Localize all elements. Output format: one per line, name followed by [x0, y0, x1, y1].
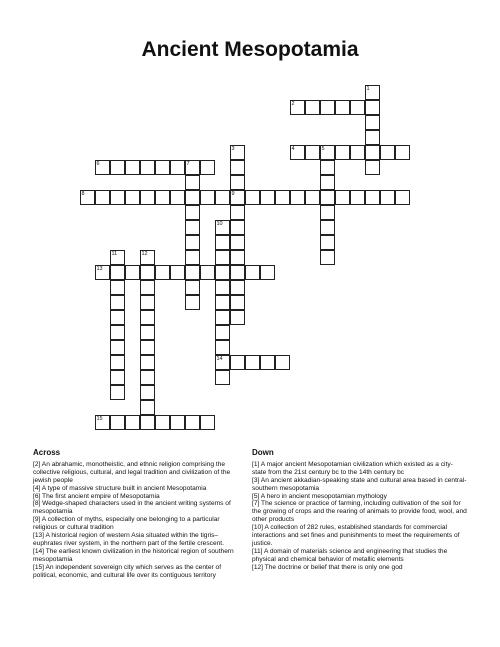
- grid-cell[interactable]: [185, 235, 200, 250]
- grid-cell[interactable]: [140, 160, 155, 175]
- clue-across-15: [15] An independent sovereign city which serves as the center of political, economic, and cultural life over its contiguous territory: [33, 563, 222, 579]
- grid-cell[interactable]: [365, 100, 380, 115]
- grid-cell[interactable]: [260, 265, 275, 280]
- grid-cell[interactable]: [125, 160, 140, 175]
- grid-cell[interactable]: [320, 235, 335, 250]
- grid-cell[interactable]: [140, 325, 155, 340]
- grid-cell[interactable]: [275, 190, 290, 205]
- clue-down-10: [10] A collection of 282 rules, established standards for commercial interactions and set fines and punishments to meet the requirements of justice.: [252, 524, 460, 547]
- clue-number-8: 8: [81, 190, 85, 197]
- grid-cell[interactable]: [185, 415, 200, 430]
- clue-down-3: [3] An ancient akkadian-speaking state and cultural area based in central-southern mesopotamia: [252, 476, 467, 492]
- grid-cell[interactable]: [365, 160, 380, 175]
- grid-cell[interactable]: [110, 310, 125, 325]
- clue-across-2: [2] An abrahamic, monotheistic, and ethnic religion comprising the collective religious, cultural, and legal tradition and civilization of the jewish people: [33, 460, 231, 484]
- grid-cell[interactable]: [380, 190, 395, 205]
- grid-cell[interactable]: [125, 415, 140, 430]
- grid-cell[interactable]: [185, 205, 200, 220]
- clue-across-13: [13] A historical region of western Asia situated within the tigris–euphrates river system, in the northern part of the fertile crescent.: [33, 532, 224, 547]
- grid-cell[interactable]: [365, 130, 380, 145]
- down-clues: [252, 449, 467, 572]
- grid-cell[interactable]: [140, 400, 155, 415]
- clue-number-3: 3: [231, 145, 235, 152]
- grid-cell[interactable]: [110, 265, 125, 280]
- grid-cell[interactable]: [230, 250, 245, 265]
- clue-number-1: 1: [366, 85, 370, 92]
- clue-across-9: [9] A collection of myths, especially one belonging to a particular religious or cultural tradition: [33, 516, 220, 532]
- grid-cell[interactable]: [140, 310, 155, 325]
- grid-cell[interactable]: [170, 190, 185, 205]
- grid-cell[interactable]: [200, 190, 215, 205]
- grid-cell[interactable]: [110, 340, 125, 355]
- grid-cell[interactable]: [185, 295, 200, 310]
- grid-cell[interactable]: [185, 280, 200, 295]
- grid-cell[interactable]: [350, 190, 365, 205]
- clue-number-9: 9: [231, 190, 235, 197]
- grid-cell[interactable]: [110, 355, 125, 370]
- grid-cell[interactable]: [185, 250, 200, 265]
- grid-cell[interactable]: [260, 190, 275, 205]
- clue-number-10: 10: [216, 220, 223, 227]
- clue-down-11: [11] A domain of materials science and engineering that studies the physical and chemical behavior of metallic elements: [252, 547, 448, 563]
- grid-cell[interactable]: [110, 370, 125, 385]
- grid-cell[interactable]: [110, 415, 125, 430]
- grid-cell[interactable]: [230, 175, 245, 190]
- grid-cell[interactable]: [110, 295, 125, 310]
- clue-across-6: [6] The first ancient empire of Mesopotamia: [33, 492, 160, 500]
- grid-cell[interactable]: [185, 265, 200, 280]
- clue-number-13: 13: [96, 265, 103, 272]
- grid-cell[interactable]: [320, 250, 335, 265]
- clue-number-5: 5: [321, 145, 325, 152]
- grid-cell[interactable]: [320, 100, 335, 115]
- grid-cell[interactable]: [155, 160, 170, 175]
- clue-across-4: [4] A type of massive structure built in ancient Mesopotamia: [33, 484, 207, 492]
- across-heading: Across: [33, 448, 61, 457]
- grid-cell[interactable]: [230, 355, 245, 370]
- grid-cell[interactable]: [140, 295, 155, 310]
- clue-number-6: 6: [96, 160, 100, 167]
- grid-cell[interactable]: [170, 160, 185, 175]
- grid-cell[interactable]: [110, 280, 125, 295]
- grid-cell[interactable]: [215, 295, 230, 310]
- grid-cell[interactable]: [245, 265, 260, 280]
- grid-cell[interactable]: [305, 190, 320, 205]
- grid-cell[interactable]: [200, 160, 215, 175]
- grid-cell[interactable]: [215, 265, 230, 280]
- grid-cell[interactable]: [230, 235, 245, 250]
- grid-cell[interactable]: [95, 190, 110, 205]
- grid-cell[interactable]: [140, 280, 155, 295]
- grid-cell[interactable]: [380, 145, 395, 160]
- grid-cell[interactable]: [215, 340, 230, 355]
- across-clues: [33, 449, 243, 580]
- grid-cell[interactable]: [365, 145, 380, 160]
- grid-cell[interactable]: [170, 265, 185, 280]
- grid-cell[interactable]: [215, 190, 230, 205]
- grid-cell[interactable]: [140, 190, 155, 205]
- grid-cell[interactable]: [245, 190, 260, 205]
- grid-cell[interactable]: [260, 355, 275, 370]
- grid-cell[interactable]: [305, 100, 320, 115]
- grid-cell[interactable]: [320, 190, 335, 205]
- grid-cell[interactable]: [305, 145, 320, 160]
- grid-cell[interactable]: [110, 190, 125, 205]
- grid-cell[interactable]: [140, 370, 155, 385]
- grid-cell[interactable]: [275, 355, 290, 370]
- grid-cell[interactable]: [185, 220, 200, 235]
- grid-cell[interactable]: [365, 190, 380, 205]
- clue-down-5: [5] A hero in ancient mesopotamian mythology: [252, 492, 387, 500]
- grid-cell[interactable]: [335, 145, 350, 160]
- grid-cell[interactable]: [215, 310, 230, 325]
- grid-cell[interactable]: [185, 175, 200, 190]
- clue-down-12: [12] The doctrine or belief that there is only one god: [252, 563, 403, 571]
- grid-cell[interactable]: [140, 385, 155, 400]
- grid-cell[interactable]: [215, 370, 230, 385]
- down-heading: Down: [252, 448, 274, 457]
- grid-cell[interactable]: [230, 265, 245, 280]
- grid-cell[interactable]: [155, 190, 170, 205]
- clue-number-2: 2: [291, 100, 295, 107]
- grid-cell[interactable]: [230, 160, 245, 175]
- grid-cell[interactable]: [365, 115, 380, 130]
- grid-cell[interactable]: [395, 145, 410, 160]
- clue-number-4: 4: [291, 145, 295, 152]
- grid-cell[interactable]: [290, 190, 305, 205]
- grid-cell[interactable]: [140, 355, 155, 370]
- grid-cell[interactable]: [230, 205, 245, 220]
- grid-cell[interactable]: [350, 145, 365, 160]
- grid-cell[interactable]: [185, 190, 200, 205]
- grid-cell[interactable]: [215, 325, 230, 340]
- grid-cell[interactable]: [110, 385, 125, 400]
- grid-cell[interactable]: [125, 190, 140, 205]
- grid-cell[interactable]: [335, 190, 350, 205]
- grid-cell[interactable]: [395, 190, 410, 205]
- grid-cell[interactable]: [155, 415, 170, 430]
- grid-cell[interactable]: [155, 265, 170, 280]
- grid-cell[interactable]: [320, 220, 335, 235]
- clue-number-11: 11: [111, 250, 118, 257]
- grid-cell[interactable]: [110, 325, 125, 340]
- grid-cell[interactable]: [320, 205, 335, 220]
- puzzle-title: Ancient Mesopotamia: [141, 38, 359, 61]
- grid-cell[interactable]: [215, 235, 230, 250]
- grid-cell[interactable]: [140, 340, 155, 355]
- grid-cell[interactable]: [230, 220, 245, 235]
- grid-cell[interactable]: [230, 295, 245, 310]
- grid-cell[interactable]: [320, 160, 335, 175]
- clue-number-14: 14: [216, 355, 223, 362]
- clue-number-7: 7: [186, 160, 190, 167]
- grid-cell[interactable]: [140, 265, 155, 280]
- grid-cell[interactable]: [320, 175, 335, 190]
- clue-across-8: [8] Wedge-shaped characters used in the ancient writing systems of mesopotamia: [33, 500, 231, 516]
- grid-cell[interactable]: [170, 415, 185, 430]
- clue-number-15: 15: [96, 415, 103, 422]
- grid-cell[interactable]: [215, 250, 230, 265]
- clue-number-12: 12: [141, 250, 148, 257]
- grid-cell[interactable]: [140, 415, 155, 430]
- clue-across-14: [14] The earliest known civilization in the historical region of southern mesopotamia: [33, 547, 234, 563]
- clue-down-1: [1] A major ancient Mesopotamian civilization which existed as a city-state from the 21st century bc to the 14th century bc: [252, 460, 453, 476]
- grid-cell[interactable]: [215, 280, 230, 295]
- grid-cell[interactable]: [200, 265, 215, 280]
- grid-cell[interactable]: [245, 355, 260, 370]
- clue-down-7: [7] The science or practice of farming, including cultivation of the soil for the growing of crops and the rearing of animals to provide food, wool, and other products: [252, 500, 467, 524]
- grid-cell[interactable]: [110, 160, 125, 175]
- grid-cell[interactable]: [230, 280, 245, 295]
- grid-cell[interactable]: [200, 415, 215, 430]
- grid-cell[interactable]: [125, 265, 140, 280]
- grid-cell[interactable]: [350, 100, 365, 115]
- grid-cell[interactable]: [230, 310, 245, 325]
- grid-cell[interactable]: [335, 100, 350, 115]
